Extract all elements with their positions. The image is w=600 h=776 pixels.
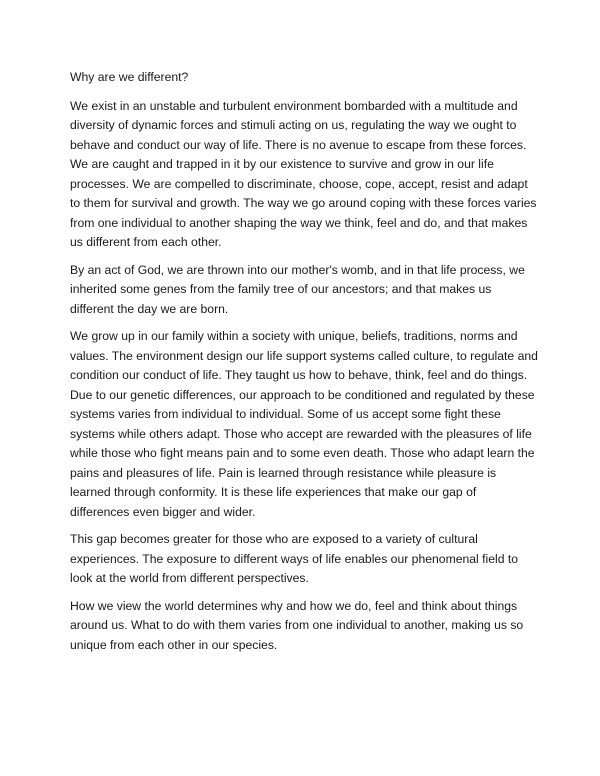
document-body (70, 68, 538, 663)
paragraph-4: This gap becomes greater for those who are exposed to a variety of cultural experiences. The exposure to different ways of life enables our phenomenal field to look at the world from different perspectives. (70, 532, 519, 585)
paragraph-3: We grow up in our family within a society with unique, beliefs, traditions, norms and values. The environment design our life support systems called culture, to regulate and condition our conduct of life. They taught us how to behave, think, feel and do things. Due to our genetic differences, our approach to be conditioned and regulated by these systems varies from individual to individual. Some of us accept some fight these systems while others adapt. Those who accept are rewarded with the pleasures of life while those who fight means pain and to some even death. Those who adapt learn the pains and pleasures of life. Pain is learned through resistance while pleasure is learned through conformity. It is these life experiences that make our gap of differences even bigger and wider. (70, 329, 538, 519)
document-title: Why are we different? (70, 70, 189, 84)
paragraph-5: How we view the world determines why and how we do, feel and think about things around us. What to do with them varies from one individual to another, making us so unique from each other in our species. (70, 598, 524, 652)
paragraph-1: We exist in an unstable and turbulent environment bombarded with a multitude and diversity of dynamic forces and stimuli acting on us, regulating the way we ought to behave and conduct our way of life. There is no avenue to escape from these forces. We are caught and trapped in it by our existence to survive and grow in our life processes. We are compelled to discriminate, choose, cope, accept, resist and adapt to them for survival and growth. The way we go around coping with these forces varies from one individual to another shaping the way we think, feel and do, and that makes us different from each other. (70, 98, 537, 249)
paragraph-2: By an act of God, we are thrown into our mother's womb, and in that life process, we inherited some genes from the family tree of our ancestors; and that makes us different the day we are born. (70, 262, 525, 316)
